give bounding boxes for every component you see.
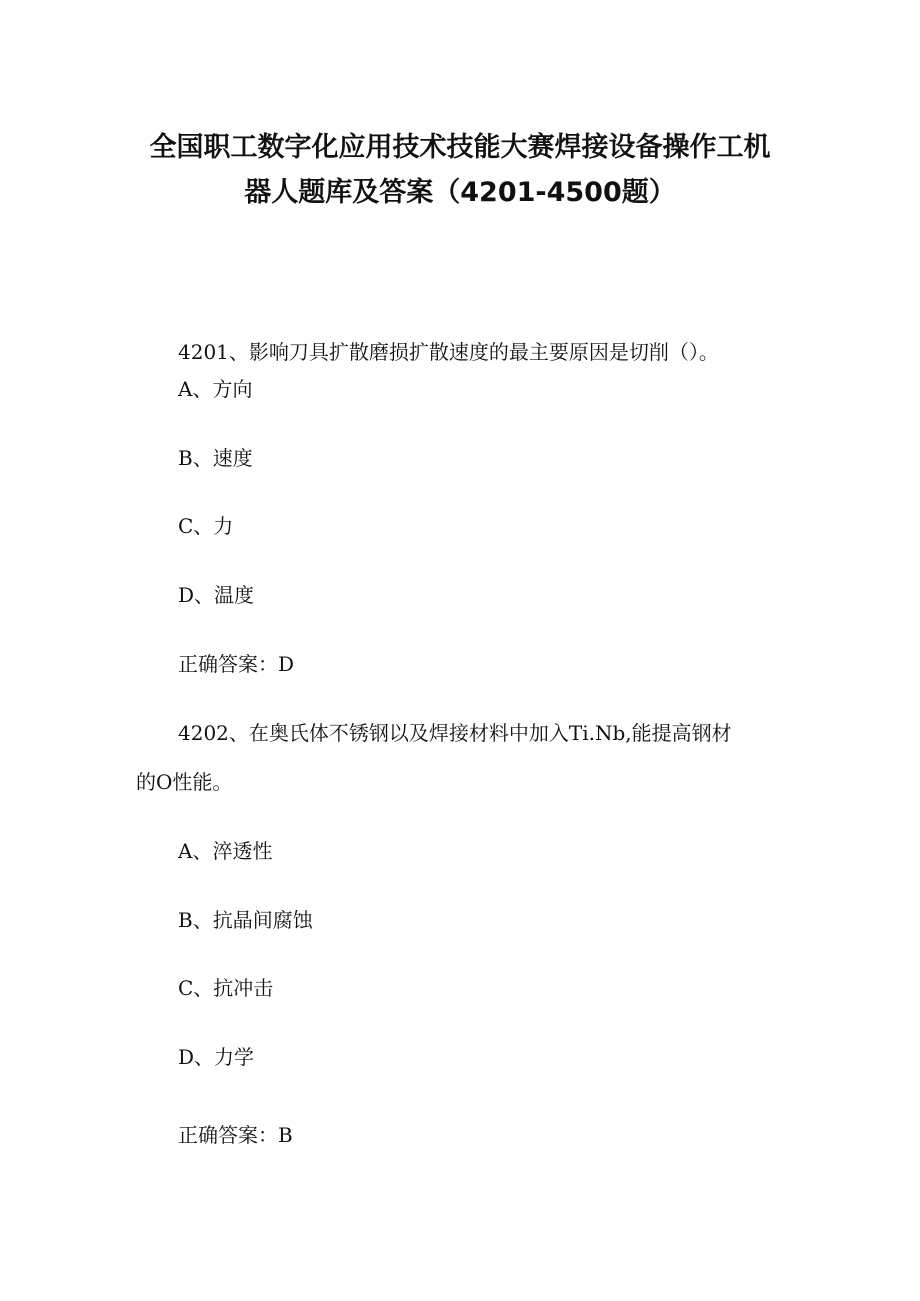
question-stem-continuation: 的O性能。 (136, 770, 233, 794)
option-c: C、抗冲击 (178, 976, 274, 1000)
option-b: B、抗晶间腐蚀 (178, 908, 313, 932)
option-d: D、温度 (178, 583, 255, 607)
option-a: A、方向 (178, 377, 253, 401)
correct-answer: 正确答案：D (178, 652, 295, 676)
option-b: B、速度 (178, 446, 253, 470)
question-stem: 4201、影响刀具扩散磨损扩散速度的最主要原因是切削（）。 (178, 340, 719, 364)
document-title-line-2: 器人题库及答案（4201-4500题） (244, 177, 676, 208)
option-a: A、淬透性 (178, 839, 273, 863)
document-title-line-1: 全国职工数字化应用技术技能大赛焊接设备操作工机 (149, 132, 771, 163)
option-c: C、力 (178, 514, 234, 538)
correct-answer: 正确答案：B (178, 1123, 293, 1147)
option-d: D、力学 (178, 1045, 255, 1069)
question-stem: 4202、在奥氏体不锈钢以及焊接材料中加入Ti.Nb,能提高钢材 (178, 721, 732, 745)
